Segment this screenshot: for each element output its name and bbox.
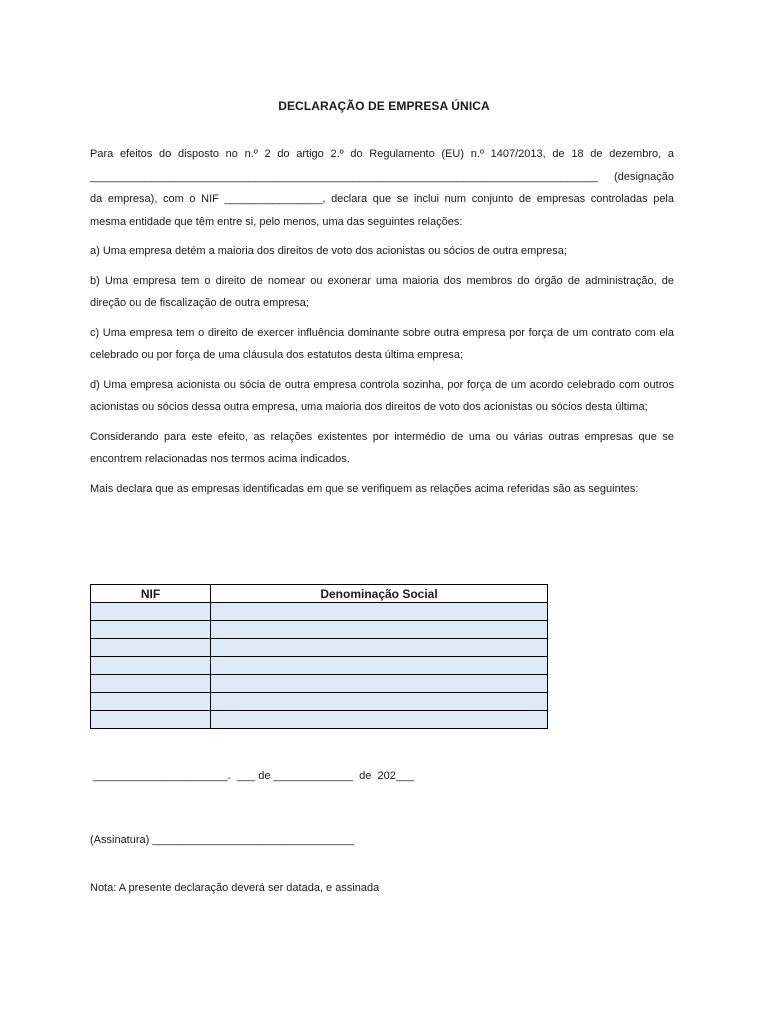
relation-a-paragraph: a) Uma empresa detém a maioria dos direitos de voto dos acionistas ou sócios de outra empresa; [90, 245, 567, 257]
signature-line: (Assinatura) _________________________________ [90, 834, 355, 846]
nif-cell[interactable] [91, 603, 211, 621]
header-nif: NIF [91, 585, 211, 603]
denominacao-cell[interactable] [211, 621, 548, 639]
nif-cell[interactable] [91, 621, 211, 639]
table-row [91, 603, 548, 621]
considering-paragraph: Considerando para este efeito, as relações existentes por intermédio de uma ou várias outras empresas que se encontrem relacionadas nos termos acima indicados. [90, 430, 674, 465]
denominacao-cell[interactable] [211, 693, 548, 711]
nif-cell[interactable] [91, 657, 211, 675]
declaration-body [90, 143, 674, 507]
companies-table [90, 584, 548, 729]
footer-note: Nota: A presente declaração deverá ser datada, e assinada [90, 882, 380, 894]
nif-cell[interactable] [91, 639, 211, 657]
table-row [91, 621, 548, 639]
companies-list-paragraph: Mais declara que as empresas identificadas em que se verifiquem as relações acima referidas são as seguintes: [90, 482, 639, 495]
relation-d-paragraph: d) Uma empresa acionista ou sócia de outra empresa controla sozinha, por força de um acordo celebrado com outros acionistas ou sócios dessa outra empresa, uma maioria dos direitos de voto dos acionistas ou sócios desta última; [90, 378, 674, 413]
table-row [91, 675, 548, 693]
denominacao-cell[interactable] [211, 657, 548, 675]
denominacao-cell[interactable] [211, 603, 548, 621]
relation-b-paragraph: b) Uma empresa tem o direito de nomear ou exonerar uma maioria dos membros do órgão de administração, de direção ou de fiscalização de outra empresa; [90, 274, 674, 309]
table-row [91, 711, 548, 729]
denominacao-cell[interactable] [211, 639, 548, 657]
nif-cell[interactable] [91, 675, 211, 693]
intro-paragraph: Para efeitos do disposto no n.º 2 do artigo 2.º do Regulamento (EU) n.º 1407/2013, de 18 de dezembro, a ___________________________________________________________________________________ (designação da empresa), com o NIF ________________, declara que se inclui num conjunto de empresas controladas pela mesma entidade que têm entre si, pelo menos, uma das seguintes relações: [90, 148, 674, 228]
date-line: ______________________. ___ de _____________ de 202___ [90, 770, 415, 782]
relation-c-paragraph: c) Uma empresa tem o direito de exercer influência dominante sobre outra empresa por força de um contrato com ela celebrado ou por força de uma cláusula dos estatutos desta última empresa; [90, 326, 674, 361]
nif-cell[interactable] [91, 711, 211, 729]
denominacao-cell[interactable] [211, 711, 548, 729]
header-denominacao-social: Denominação Social [211, 585, 548, 603]
table-header-row [91, 585, 548, 603]
table-row [91, 639, 548, 657]
table-row [91, 693, 548, 711]
denominacao-cell[interactable] [211, 675, 548, 693]
table-row [91, 657, 548, 675]
companies-table-wrapper [90, 584, 548, 729]
nif-cell[interactable] [91, 693, 211, 711]
document-title: DECLARAÇÃO DE EMPRESA ÚNICA [278, 99, 490, 113]
